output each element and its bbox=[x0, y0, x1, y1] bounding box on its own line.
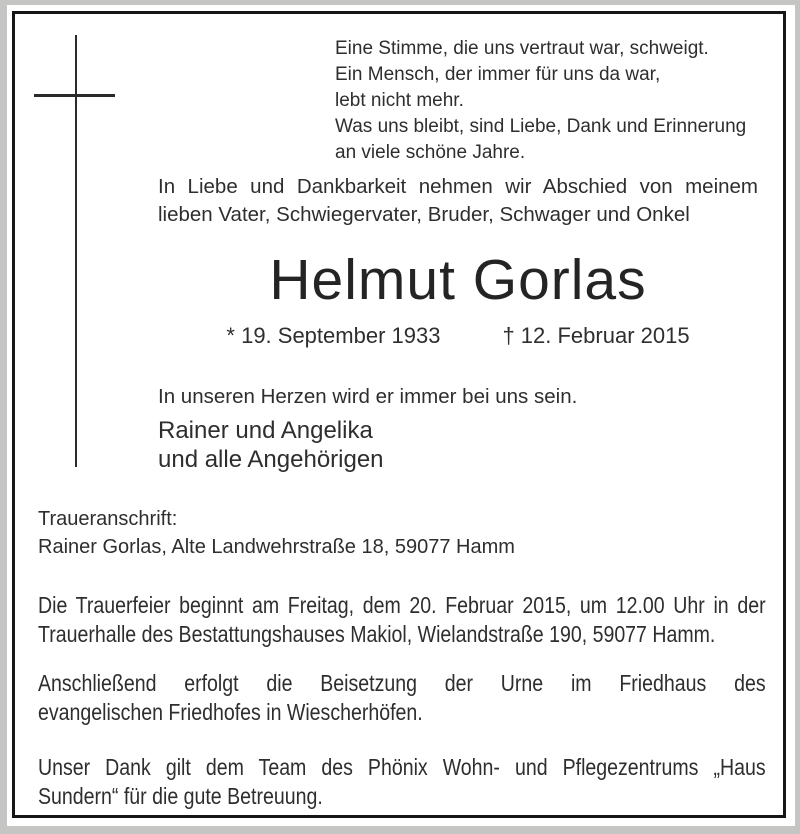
intro-line: lieben Vater, Schwiegervater, Bruder, Schwager und Onkel bbox=[158, 203, 690, 226]
address-label: Traueranschrift: bbox=[38, 508, 178, 530]
epigraph-line: an viele schöne Jahre. bbox=[335, 142, 526, 163]
burial-info-line: Anschließend erfolgt die Beisetzung der Urne im Friedhaus des bbox=[38, 670, 766, 696]
remembrance-text: In unseren Herzen wird er immer bei uns sein. bbox=[158, 385, 578, 408]
intro-text bbox=[158, 173, 758, 229]
address-value: Rainer Gorlas, Alte Landwehrstraße 18, 59077 Hamm bbox=[38, 536, 515, 558]
cross-vertical-stroke bbox=[75, 35, 77, 467]
thanks-text-line: Sundern“ für die gute Betreuung. bbox=[38, 782, 323, 809]
burial-info bbox=[38, 669, 766, 726]
epigraph-line: lebt nicht mehr. bbox=[335, 90, 464, 111]
epigraph bbox=[335, 36, 775, 166]
mourners-line: und alle Angehörigen bbox=[158, 446, 384, 473]
mourners-line: Rainer und Angelika bbox=[158, 417, 373, 444]
obituary-card bbox=[7, 5, 795, 826]
burial-info-line: evangelischen Friedhofes in Wiescherhöfen. bbox=[38, 698, 423, 725]
mourners bbox=[158, 416, 758, 474]
funeral-info-line: Die Trauerfeier beginnt am Freitag, dem 20. Februar 2015, um 12.00 Uhr in der bbox=[38, 592, 766, 618]
thanks-text bbox=[38, 753, 766, 810]
funeral-info-line: Trauerhalle des Bestattungshauses Makiol, Wielandstraße 190, 59077 Hamm. bbox=[38, 620, 716, 647]
life-dates bbox=[158, 323, 758, 349]
cross-horizontal-stroke bbox=[34, 94, 115, 97]
funeral-info bbox=[38, 591, 766, 648]
epigraph-line: Ein Mensch, der immer für uns da war, bbox=[335, 64, 661, 85]
epigraph-line: Eine Stimme, die uns vertraut war, schweigt. bbox=[335, 38, 709, 59]
mourning-address bbox=[38, 505, 768, 561]
thanks-text-line: Unser Dank gilt dem Team des Phönix Wohn- und Pflegezentrums „Haus bbox=[38, 754, 766, 780]
birth-date: * 19. September 1933 bbox=[226, 323, 441, 348]
deceased-name: Helmut Gorlas bbox=[269, 248, 647, 312]
epigraph-line: Was uns bleibt, sind Liebe, Dank und Erinnerung bbox=[335, 116, 747, 137]
death-date: † 12. Februar 2015 bbox=[502, 323, 690, 348]
intro-line: In Liebe und Dankbarkeit nehmen wir Abschied von meinem bbox=[158, 175, 758, 198]
